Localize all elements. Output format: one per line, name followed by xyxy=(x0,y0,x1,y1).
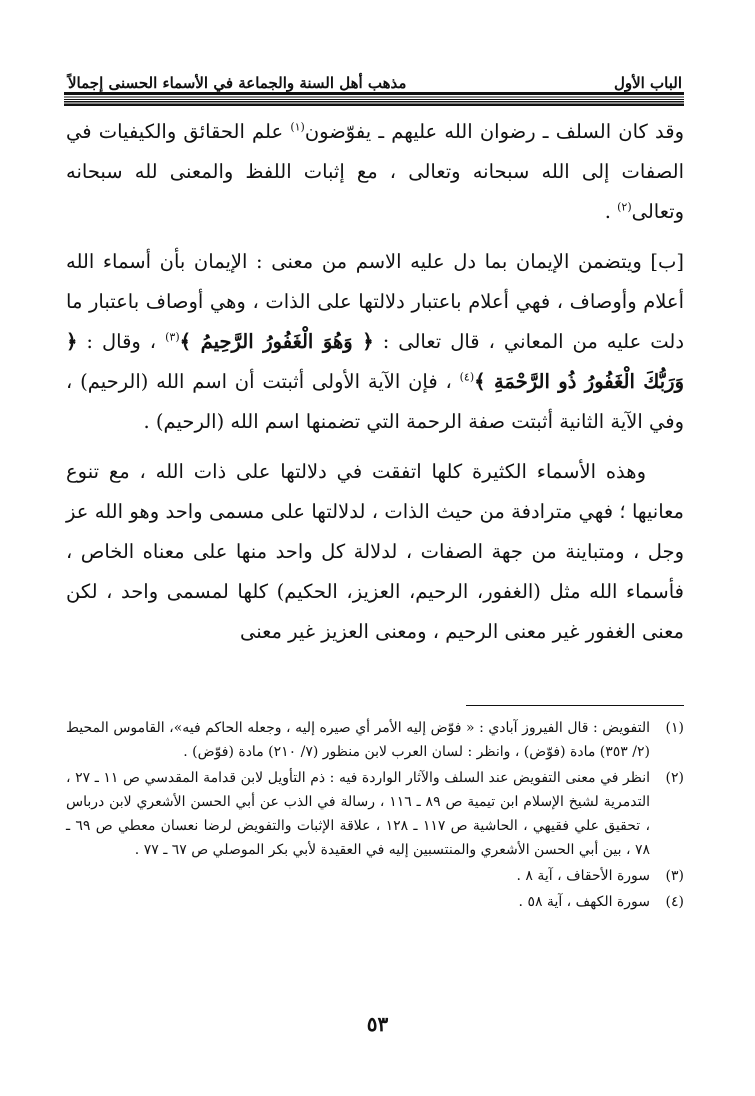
footnote-4 xyxy=(66,890,684,914)
footnote-1 xyxy=(66,716,684,764)
footnote-2 xyxy=(66,766,684,862)
footnote-divider xyxy=(466,705,684,706)
footnote-text: سورة الكهف ، آية ٥٨ . xyxy=(518,894,650,910)
footnote-number: (١) xyxy=(665,720,684,736)
footnotes xyxy=(66,716,684,916)
item-label: [ب] xyxy=(650,250,684,273)
quran-verse-1: ﴿ وَهُوَ الْغَفُورُ الرَّحِيمُ ﴾ xyxy=(179,330,374,353)
chapter-title: الباب الأول xyxy=(613,74,682,92)
footnote-ref-1[interactable]: (١) xyxy=(290,120,305,134)
footnote-number: (٤) xyxy=(665,894,684,910)
paragraph-2: [ب] ويتضمن الإيمان بما دل عليه الاسم من معنى : الإيمان بأن أسماء الله أعلام وأوصاف ، فهي أعلام باعتبار دلالتها على الذات ، وهي أوصاف باعتبار ما دلت عليه من المعاني ، قال تعالى : ﴿ وَهُوَ الْغَفُورُ الرَّحِيمُ ﴾$^{(٣)}$ ، وقال : ﴿ وَرَبُّكَ الْغَفُورُ ذُو الرَّحْمَةِ ﴾$^{(٤)}$ ، فإن الآية الأولى أثبتت أن اسم الله (الرحيم) ، وفي الآية الثانية أثبتت صفة الرحمة التي تضمنها اسم الله (الرحيم) . xyxy=(66,250,684,433)
footnote-number: (٢) xyxy=(665,770,684,786)
quran-verse-2: ﴿ وَرَبُّكَ الْغَفُورُ ذُو الرَّحْمَةِ ﴾ xyxy=(66,330,684,393)
running-header xyxy=(68,66,682,92)
footnote-number: (٣) xyxy=(665,868,684,884)
page-number: ٥٣ xyxy=(366,1012,389,1036)
footnote-ref-2[interactable]: (٢) xyxy=(617,200,632,214)
paragraph-3: وهذه الأسماء الكثيرة كلها اتفقت في دلالتها على ذات الله ، مع تنوع معانيها ؛ فهي مترادفة من حيث الذات ، لدلالتها على مسمى واحد وهو الله عز وجل ، ومتباينة من جهة الصفات ، لدلالة كل واحد منها على معناه الخاص ، فأسماء الله مثل (الغفور، الرحيم، العزيز، الحكيم) كلها لمسمى واحد ، لكن معنى الغفور غير معنى الرحيم ، ومعنى العزيز غير معنى xyxy=(66,460,684,643)
section-title: مذهب أهل السنة والجماعة في الأسماء الحسنى إجمالاً xyxy=(68,74,407,92)
footnote-ref-4[interactable]: (٤) xyxy=(459,370,475,384)
main-text xyxy=(66,112,684,662)
header-divider xyxy=(64,92,684,106)
footnote-text: انظر في معنى التفويض عند السلف والآثار الواردة فيه : ذم التأويل لابن قدامة المقدسي ص ١١ ـ ٢٧ ، التدمرية لشيخ الإسلام ابن تيمية ص ٨٩ ـ ١١٦ ، رسالة في الذب عن أبي الحسن الأشعري لابن درباس ، تحقيق علي فقيهي ، الحاشية ص ١١٧ ـ ١٢٨ ، علاقة الإثبات والتفويض لرضا نعسان معطي ص ٦٩ ـ ٧٨ ، بين أبي الحسن الأشعري والمنتسبين إليه في العقيدة لأبي بكر الموصلي ص ٦٧ ـ ٧٧ . xyxy=(66,770,650,858)
footnote-text: التفويض : قال الفيروز آبادي : « فوّض إليه الأمر أي صيره إليه ، وجعله الحاكم فيه»، القاموس المحيط (٢/ ٣٥٣) مادة (فوّض) ، وانظر : لسان العرب لابن منظور (٧/ ٢١٠) مادة (فوّض) . xyxy=(66,720,650,760)
footnote-ref-3[interactable]: (٣) xyxy=(165,330,180,344)
paragraph-1: وقد كان السلف ـ رضوان الله عليهم ـ يفوّضون$^{(١)}$ علم الحقائق والكيفيات في الصفات إلى الله سبحانه وتعالى ، مع إثبات اللفظ والمعنى لله سبحانه وتعالى$^{(٢)}$ . xyxy=(66,120,685,223)
footnote-text: سورة الأحقاف ، آية ٨ . xyxy=(516,868,650,884)
footnote-3 xyxy=(66,864,684,888)
